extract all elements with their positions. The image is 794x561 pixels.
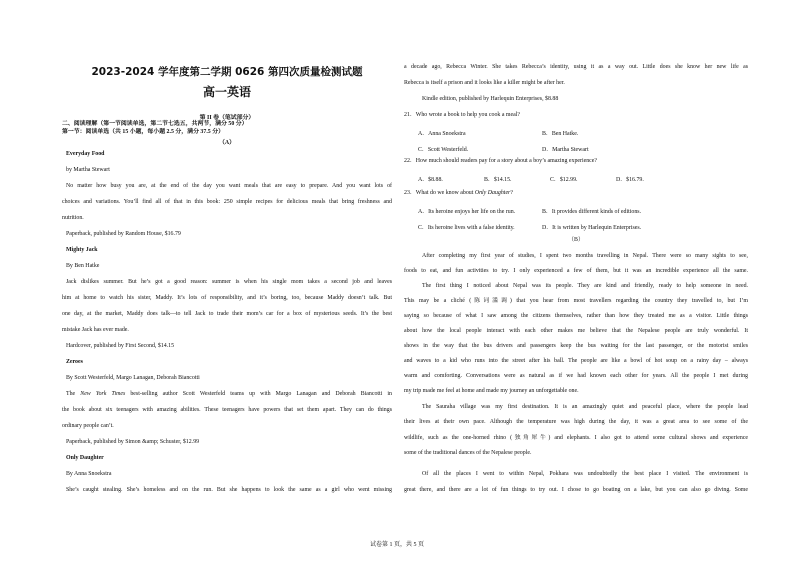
question-22-option-d[interactable]: D．$16.79. — [616, 177, 644, 183]
book2-desc-line: mistake Jack has ever made. — [62, 327, 129, 333]
book1-publisher: Paperback, published by Random House, $16.79 — [66, 231, 181, 237]
passage-b-line: The first thing I noticed about Nepal was its people. They are kind and friendly, ready to help someone in need. — [422, 283, 748, 289]
passage-b-line: After completing my first year of studies, I spent two months travelling in Nepal. There were so many sights to see, — [422, 253, 748, 259]
book2-title: Mighty Jack — [66, 247, 98, 253]
question-23-option-b[interactable]: B．It provides different kinds of editions. — [542, 209, 642, 215]
passage-b-line: saying so because of what I saw among the citizens themselves, rather than how they treated me as a visitor. Little things — [404, 313, 748, 319]
passage-b-line: some of the traditional dances of the Nepalese people. — [404, 450, 532, 456]
section-heading: 二、阅读理解（第一节阅读单选，第二节七选五，共两节，满分 50 分） — [62, 121, 248, 127]
exam-title: 2023-2024 学年度第二学期 0626 第四次质量检测试题 — [91, 66, 363, 78]
passage-b-line: my trip made me feel at home and made my journey an unforgettable one. — [404, 388, 579, 394]
book4-desc-line: Rebecca is itself a prison and it looks like a killer might be after her. — [404, 80, 565, 86]
exam-subject: 高一英语 — [202, 85, 251, 99]
question-23-option-a[interactable]: A．Its heroine enjoys her life on the run. — [418, 209, 516, 215]
page-footer: 试卷第 1 页，共 5 页 — [369, 542, 424, 548]
book2-desc-line: Jack dislikes summer. But he’s got a good reason: summer is when his single mom takes a second job and leaves — [66, 279, 392, 285]
book3-title: Zeroes — [66, 359, 83, 365]
book2-author: By Ben Hatke — [66, 263, 100, 269]
book1-title: Everyday Food — [66, 151, 105, 157]
part-heading: 第 II 卷（笔试部分） — [199, 115, 255, 121]
question-21-option-a[interactable]: A．Anna Snoekstra — [418, 131, 466, 137]
passage-b-line: about how the local people interact with each other makes me believe that the Nepalese people are truly wonderful. It — [404, 328, 748, 334]
book1-desc-line: choices and variations. You’ll find all of that in this book: 250 simple recipes for delicious meals that bring freshness and — [62, 199, 392, 205]
question-22-option-c[interactable]: C．$12.99. — [550, 177, 578, 183]
book1-desc-line: nutrition. — [62, 215, 84, 221]
book3-desc-line: the book about six teenagers with amazing abilities. These teenagers have powers that set them apart. They can do things — [62, 407, 392, 413]
question-22-option-b[interactable]: B．$14.15. — [484, 177, 512, 183]
passage-b-line: This may be a cliché (陈词滥调) that you hear from most travellers regarding the country they travelled to, but I’m — [404, 298, 748, 304]
book3-author: By Scott Westerfeld, Margo Lanagan, Deborah Biancotti — [66, 375, 200, 381]
book2-publisher: Hardcover, published by First Second, $14.15 — [66, 343, 175, 349]
book4-desc-line: a decade ago, Rebecca Winter. She takes Rebecca’s identity, using it as a way out. Little does she know her new life as — [404, 64, 748, 70]
passage-b-line: foods to eat, and fun activities to try. I only experienced a few of them, but it was an incredible experience all the same. — [404, 268, 748, 274]
question-22-option-a[interactable]: A．$8.88. — [418, 177, 443, 183]
book2-desc-line: him at home to watch his sister, Maddy. It’s lots of responsibility, and it’s boring, too, because Maddy doesn’t talk. But — [62, 295, 392, 301]
book4-author: By Anna Snoekstra — [66, 471, 112, 477]
question-21-option-d[interactable]: D．Martha Stewart — [542, 147, 589, 153]
passage-b-line: The Sauraha village was my first destination. It is an amazingly quiet and peaceful place, where the people lead — [422, 404, 748, 410]
section-subheading: 第一节：阅读单选（共 15 小题，每小题 2.5 分，满分 37.5 分） — [62, 129, 224, 135]
book4-publisher: Kindle edition, published by Harlequin Enterprises, $8.88 — [422, 96, 559, 102]
question-21-option-b[interactable]: B．Ben Hatke. — [542, 131, 579, 137]
book2-desc-line: one day, at the market, Maddy does talk—to tell Jack to trade their mom’s car for a box of mysterious seeds. It’s the best — [62, 311, 392, 317]
book3-desc-line: ordinary people can’t. — [62, 423, 114, 429]
question-23-stem: 23．What do we know about Only Daughter? — [404, 190, 513, 196]
passage-b-line: shows in the way that the bus drivers and passengers keep the bus waiting for the last passenger, or the motorist smiles — [404, 343, 748, 349]
book3-desc-line: The New York Times best-selling author Scott Westerfeld teams up with Margo Lanagan and Deborah Biancotti in — [66, 391, 392, 397]
question-21-option-c[interactable]: C．Scott Westerfeld. — [418, 147, 469, 153]
passage-b-line: wildlife, such as the one-horned rhino (独角犀牛) and elephants. I also got to attend some cultural shows and experience — [404, 435, 748, 441]
passage-b-label: （B） — [568, 237, 584, 243]
book1-author: by Martha Stewart — [66, 167, 110, 173]
passage-b-line: their lives at their own pace. Although the temperature was high during the day, it was a great area to see some of the — [404, 419, 748, 425]
passage-b-line: great there, and there are a lot of fun things to try out. I chose to go boating on a lake, but you can also go diving. Some — [404, 487, 748, 493]
book1-desc-line: No matter how busy you are, at the end of the day you want meals that are easy to prepare. And you want lots of — [66, 183, 392, 189]
passage-b-line: Of all the places I went to within Nepal, Pokhara was undoubtedly the best place I visited. The environment is — [422, 471, 748, 477]
question-22-stem: 22．How much should readers pay for a story about a boy’s amazing experience? — [404, 158, 598, 164]
passage-b-line: and waves to a kid who runs into the street after his ball. The people are like a bowl of hot soup on a rainy day – always — [404, 358, 748, 364]
question-23-option-c[interactable]: C．Its heroine lives with a false identity. — [418, 225, 515, 231]
book4-title: Only Daughter — [66, 455, 104, 461]
passage-a-label: （A） — [218, 140, 236, 146]
question-21-stem: 21．Who wrote a book to help you cook a meal? — [404, 112, 520, 118]
passage-b-line: warm and comforting. Conversations were as natural as if we had known each other for years. All the people I met during — [404, 373, 748, 379]
book4-desc-line: She’s caught stealing. She’s homeless and on the run. But she happens to look the same as a girl who went missing — [66, 487, 392, 493]
book3-publisher: Paperback, published by Simon &amp; Schuster, $12.99 — [66, 439, 200, 445]
question-23-option-d[interactable]: D．It is written by Harlequin Enterprises. — [542, 225, 642, 231]
